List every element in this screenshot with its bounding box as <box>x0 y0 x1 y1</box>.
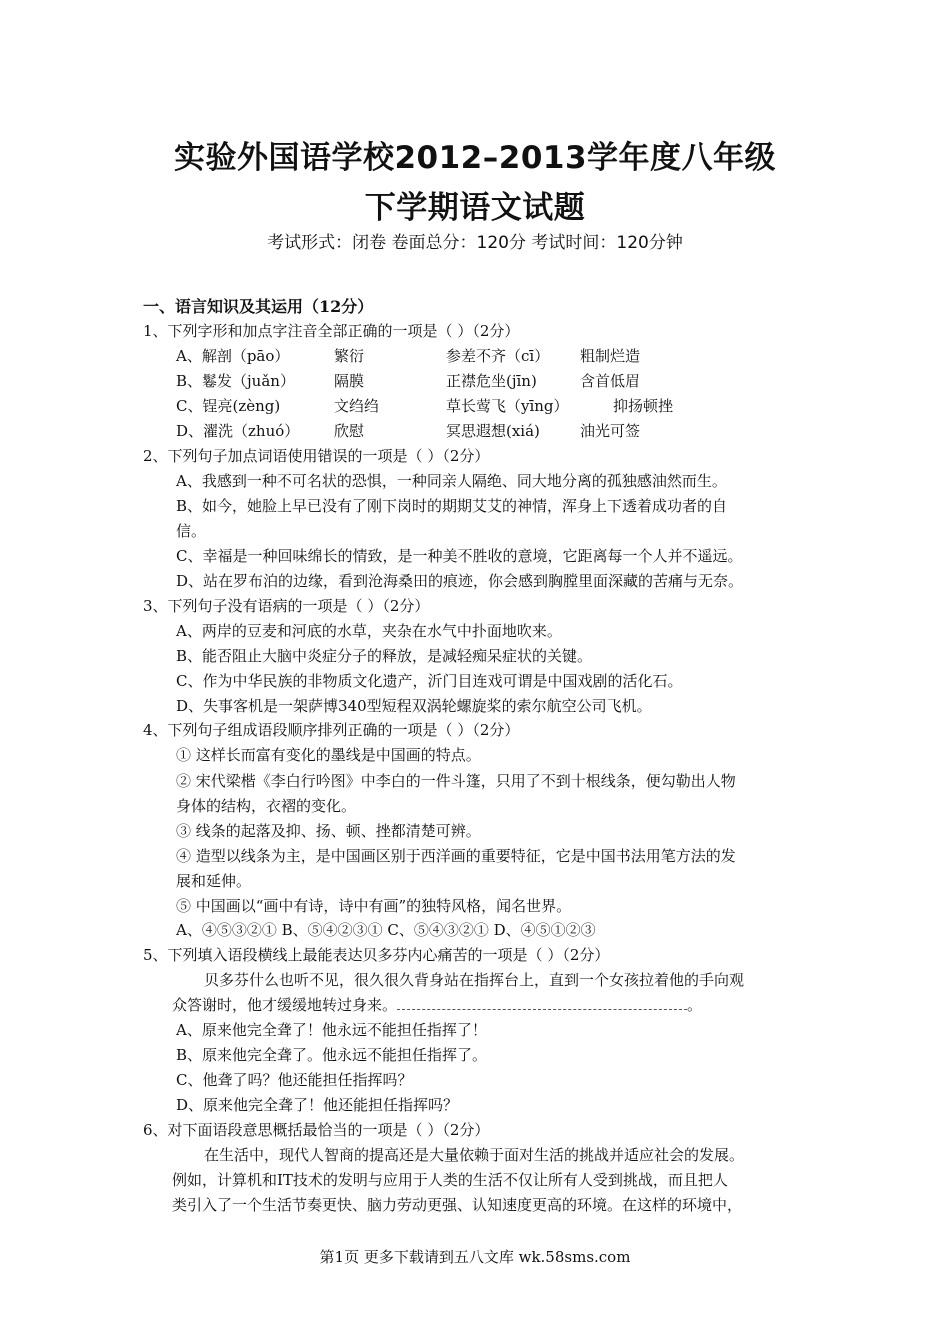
q3-option-c: C、作为中华民族的非物质文化遗产，沂门目连戏可谓是中国戏剧的活化石。 <box>176 672 683 690</box>
q6-passage-line-1: 在生活中，现代人智商的提高还是大量依赖于面对生活的挑战并适应社会的发展。 <box>204 1146 745 1164</box>
q1-c-3: 草长莺飞（yīng） <box>446 397 569 415</box>
q6-passage-line-2: 例如，计算机和IT技术的发明与应用于人类的生活不仅让所有人受到挑战，而且把人 <box>172 1171 728 1189</box>
q3-option-a: A、两岸的豆麦和河底的水草，夹杂在水气中扑面地吹来。 <box>176 622 562 640</box>
q2-option-d: D、站在罗布泊的边缘，看到沧海桑田的痕迹，你会感到胸膛里面深藏的苦痛与无奈。 <box>176 572 744 590</box>
q5-passage-end: 。 <box>687 996 703 1014</box>
q4-sentence-4: ④ 造型以线条为主，是中国画区别于西洋画的重要特征，它是中国书法用笔方法的发 <box>176 847 736 865</box>
q5-option-c: C、他聋了吗？他还能担任指挥吗？ <box>176 1071 413 1089</box>
q3-option-d: D、失事客机是一架萨博340型短程双涡轮螺旋桨的索尔航空公司飞机。 <box>176 697 652 715</box>
q1-d-2: 欣慰 <box>334 422 365 440</box>
q1-a-4: 粗制烂造 <box>580 347 641 365</box>
q2-option-b: B、如今，她脸上早已没有了刚下岗时的期期艾艾的神情，浑身上下透着成功者的自 <box>176 497 728 515</box>
q2-option-c: C、幸福是一种回味绵长的情致，是一种美不胜收的意境，它距离每一个人并不遥远。 <box>176 547 743 565</box>
q5-answer-blank <box>397 997 687 1010</box>
q1-b-2: 隔膜 <box>334 372 365 390</box>
q4-sentence-4-cont: 展和延伸。 <box>176 872 252 890</box>
q1-a-1: A、解剖（pāo） <box>176 347 290 365</box>
q1-b-1: B、鬈发（juǎn） <box>176 372 295 390</box>
q1-d-4: 油光可签 <box>580 422 641 440</box>
q1-c-4: 抑扬顿挫 <box>613 397 674 415</box>
q6-passage-line-3: 类引入了一个生活节奏更快、脑力劳动更强、认知速度更高的环境。在这样的环境中， <box>172 1196 743 1214</box>
q2-option-a: A、我感到一种不可名状的恐惧，一种同亲人隔绝、同大地分离的孤独感油然而生。 <box>176 472 727 490</box>
q1-b-3: 正襟危坐(jīn) <box>446 372 537 390</box>
q2-option-b-cont: 信。 <box>176 522 207 540</box>
q4-sentence-2-cont: 身体的结构，衣褶的变化。 <box>176 797 357 815</box>
q1-c-1: C、锃亮(zèng) <box>176 397 281 415</box>
q4-sentence-3: ③ 线条的起落及抑、扬、顿、挫都清楚可辨。 <box>176 822 481 840</box>
page-footer: 第1页 更多下载请到五八文库 wk.58sms.com <box>319 1248 631 1266</box>
exam-info: 考试形式：闭卷 卷面总分：120分 考试时间：120分钟 <box>267 233 683 253</box>
q5-passage-line-2 <box>172 995 702 1015</box>
q5-stem: 5、下列填入语段横线上最能表达贝多芬内心痛苦的一项是（ ）（2分） <box>143 946 610 964</box>
q6-stem: 6、对下面语段意思概括最恰当的一项是（ ）（2分） <box>143 1121 490 1139</box>
q4-sentence-2: ② 宋代梁楷《李白行吟图》中李白的一件斗篷，只用了不到十根线条，便勾勒出人物 <box>176 772 736 790</box>
q4-sentence-1: ① 这样长而富有变化的墨线是中国画的特点。 <box>176 746 481 764</box>
q5-option-a: A、原来他完全聋了！他永远不能担任指挥了！ <box>176 1021 487 1039</box>
q3-option-b: B、能否阻止大脑中炎症分子的释放，是减轻痴呆症状的关键。 <box>176 647 593 665</box>
q5-passage-line-1: 贝多芬什么也听不见，很久很久背身站在指挥台上，直到一个女孩拉着他的手向观 <box>204 971 745 989</box>
q1-a-3: 参差不齐（cī） <box>446 347 550 365</box>
q1-a-2: 繁衍 <box>334 347 365 365</box>
q5-option-d: D、原来他完全聋了！他还能担任指挥吗？ <box>176 1096 459 1114</box>
section-heading: 一、语言知识及其运用（12分） <box>143 297 374 316</box>
q2-stem: 2、下列句子加点词语使用错误的一项是（ ）（2分） <box>143 447 490 465</box>
q5-passage-text: 众答谢时，他才缓缓地转过身来。 <box>172 996 398 1014</box>
exam-title-line-1: 实验外国语学校2012–2013学年度八年级 <box>173 140 777 176</box>
q3-stem: 3、下列句子没有语病的一项是（ ）（2分） <box>143 597 430 615</box>
q4-sentence-5: ⑤ 中国画以“画中有诗，诗中有画”的独特风格，闻名世界。 <box>176 897 572 915</box>
q1-c-2: 文绉绉 <box>334 397 380 415</box>
q1-d-1: D、濯洗（zhuó） <box>176 422 300 440</box>
q5-option-b: B、原来他完全聋了。他永远不能担任指挥了。 <box>176 1046 488 1064</box>
q4-options: A、④⑤③②① B、⑤④②③① C、⑤④③②① D、④⑤①②③ <box>176 921 596 939</box>
exam-title-line-2: 下学期语文试题 <box>364 190 586 226</box>
q1-stem: 1、下列字形和加点字注音全部正确的一项是（ ）（2分） <box>143 322 520 340</box>
q1-b-4: 含首低眉 <box>580 372 641 390</box>
q4-stem: 4、下列句子组成语段顺序排列正确的一项是（ ）（2分） <box>143 721 520 739</box>
q1-d-3: 冥思遐想(xiá) <box>446 422 540 440</box>
